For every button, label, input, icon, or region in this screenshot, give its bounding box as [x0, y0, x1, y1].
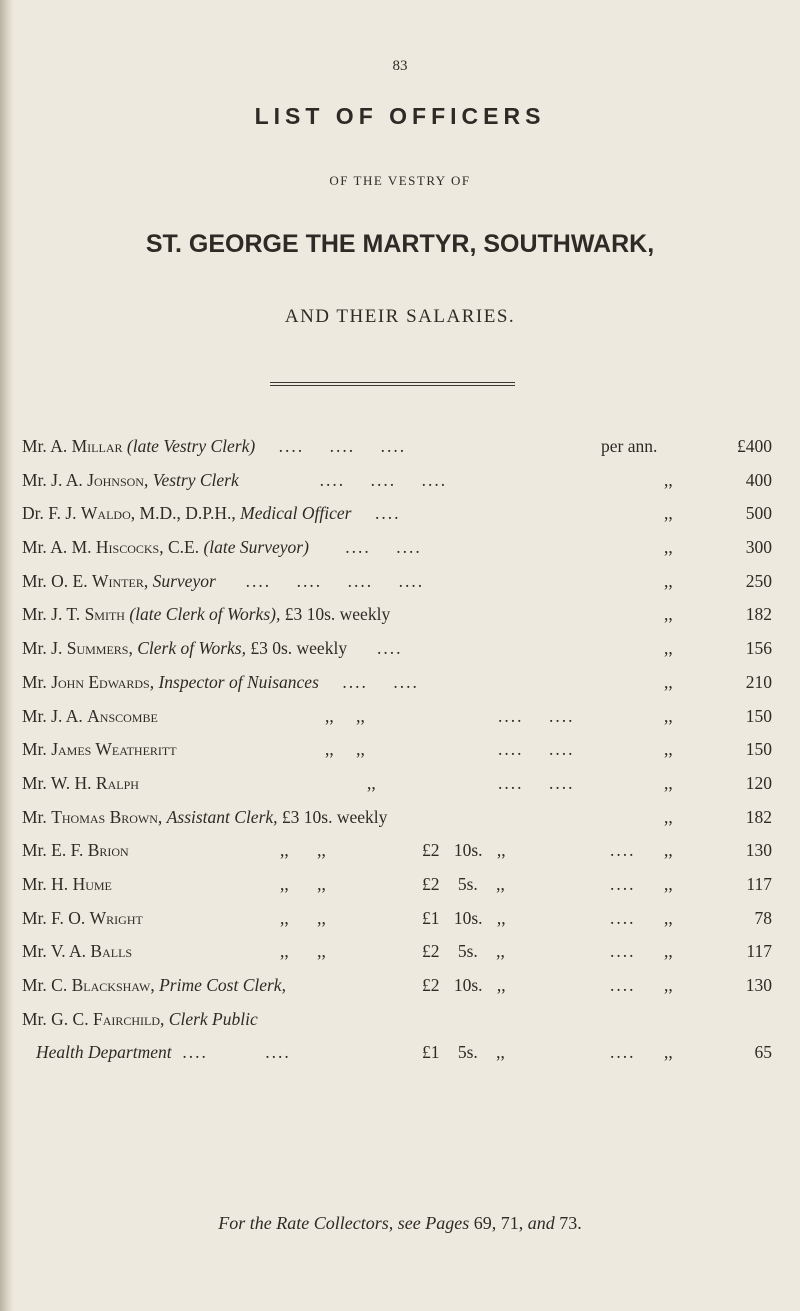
- leader-dots: ....: [610, 941, 636, 962]
- officer-description: [36, 1042, 291, 1063]
- officer-row: [22, 975, 772, 1009]
- role-ditto: ,, ,,: [280, 941, 326, 962]
- officer-role: Clerk Public: [168, 1008, 258, 1029]
- officer-title: Mr.: [22, 671, 47, 692]
- ditto-mark: ,,: [664, 604, 673, 625]
- weekly-rate: £3 0s. weekly: [250, 638, 348, 659]
- officer-title: Mr. A. M.: [22, 537, 92, 558]
- salary-amount: 500: [745, 503, 772, 524]
- officer-description: [22, 1009, 258, 1030]
- officer-name: Waldo,: [80, 503, 136, 524]
- officer-name: Smith: [84, 604, 125, 625]
- officer-row: [22, 1009, 772, 1043]
- officer-role: Clerk of Works,: [137, 638, 246, 659]
- officer-row: [22, 436, 772, 470]
- parish-name: ST. GEORGE THE MARTYR, SOUTHWARK,: [145, 230, 655, 258]
- leader-dots: .... ....: [175, 1042, 291, 1063]
- officer-row: [22, 503, 772, 537]
- officer-description: [22, 975, 286, 996]
- officer-title: Mr. O. E.: [22, 570, 88, 591]
- officer-role: Inspector of Nuisances: [158, 671, 319, 692]
- salary-amount: 120: [745, 772, 772, 793]
- weekly-rate: £3 10s. weekly: [284, 604, 391, 625]
- officer-role: (late Surveyor): [203, 537, 309, 558]
- ditto-mark: ,,: [664, 1042, 673, 1063]
- officer-description: [22, 874, 112, 895]
- salary-amount: 250: [745, 570, 772, 591]
- leader-dots: .... .... ....: [243, 469, 448, 490]
- officer-title: Mr. J. A.: [22, 705, 83, 726]
- leader-dots: ....: [355, 503, 401, 524]
- role-ditto: ,, ,,: [280, 840, 326, 861]
- leader-dots: .... ....: [498, 739, 575, 760]
- weekly-rate: £2 5s. ,,: [422, 873, 505, 894]
- salary-amount: 182: [745, 604, 772, 625]
- officer-row-continuation: [22, 1042, 772, 1076]
- ditto-mark: ,,: [664, 739, 673, 760]
- footer-conjunction: and: [527, 1213, 555, 1233]
- officer-role: (late Vestry Clerk): [126, 436, 256, 456]
- officer-title: Mr. J. A.: [22, 469, 83, 490]
- weekly-rate: £2 10s. ,,: [422, 975, 506, 995]
- ditto-mark: ,,: [664, 840, 673, 861]
- weekly-rate: £2 5s. ,,: [422, 941, 505, 962]
- officer-row: [22, 908, 772, 942]
- salary-amount: 150: [745, 739, 772, 760]
- leader-dots: ....: [610, 873, 636, 894]
- role-ditto: ,, ,,: [325, 705, 365, 726]
- salary-amount: 300: [745, 537, 772, 558]
- officer-title: Mr. J. T.: [22, 604, 81, 625]
- officer-title: Mr. J.: [22, 638, 63, 659]
- officer-qualifications: C.E.: [167, 537, 200, 558]
- leader-dots: ....: [610, 1042, 636, 1063]
- officer-title: Mr. V. A.: [22, 941, 87, 962]
- officer-title: Mr. C.: [22, 975, 68, 995]
- leader-dots: .... ....: [313, 537, 422, 558]
- officer-title: Mr. H.: [22, 873, 69, 894]
- salary-amount: 130: [745, 840, 772, 861]
- officer-description: [22, 807, 387, 828]
- officer-description: [22, 739, 177, 760]
- role-ditto: ,,: [367, 772, 376, 793]
- officer-name: Summers,: [66, 638, 133, 659]
- page-binding-edge: [0, 0, 14, 1311]
- officer-description: [22, 436, 406, 457]
- officer-row: [22, 604, 772, 638]
- footer-note: [0, 1213, 800, 1234]
- salary-amount: 117: [746, 941, 772, 962]
- leader-dots: .... ....: [498, 772, 575, 793]
- salary-amount: 150: [745, 705, 772, 726]
- officer-description: [22, 604, 390, 625]
- salary-amount: 156: [745, 638, 772, 659]
- officer-title: Mr.: [22, 739, 47, 760]
- ditto-mark: ,,: [664, 705, 673, 726]
- ditto-mark: ,,: [664, 537, 673, 558]
- salary-amount: 65: [754, 1042, 772, 1063]
- footer-pages: 69, 71,: [473, 1213, 524, 1233]
- officer-name: Hume: [72, 873, 112, 894]
- officer-row: [22, 840, 772, 874]
- officer-title: Mr. E. F.: [22, 840, 84, 861]
- officer-role: Assistant Clerk,: [166, 806, 278, 827]
- period-label: per ann.: [601, 436, 658, 456]
- leader-dots: ....: [610, 975, 636, 995]
- leader-dots: ....: [351, 638, 403, 659]
- officer-name: Fairchild,: [92, 1008, 165, 1029]
- officer-name: Blackshaw,: [71, 975, 155, 995]
- salary-amount: 182: [745, 806, 772, 827]
- salary-amount: 400: [745, 469, 772, 490]
- leader-dots: .... ....: [498, 705, 575, 726]
- divider-rule: [270, 382, 515, 386]
- ditto-mark: ,,: [664, 975, 673, 995]
- officer-row: [22, 571, 772, 605]
- ditto-mark: ,,: [664, 469, 673, 490]
- weekly-rate: £2 10s. ,,: [422, 840, 506, 861]
- officer-description: [22, 706, 158, 727]
- officer-name: Brion: [87, 840, 129, 861]
- officer-title: Mr. F. O.: [22, 907, 86, 928]
- ditto-mark: ,,: [664, 941, 673, 962]
- salary-amount: £400: [737, 436, 772, 456]
- ditto-mark: ,,: [664, 907, 673, 928]
- officer-role: Health Department: [36, 1042, 172, 1063]
- weekly-rate: £3 10s. weekly: [281, 806, 388, 827]
- role-ditto: ,, ,,: [280, 907, 326, 928]
- officer-name: Anscombe: [87, 705, 158, 726]
- officer-name: Millar: [71, 436, 123, 456]
- officer-name: Ralph: [95, 772, 139, 793]
- officer-description: [22, 773, 139, 794]
- salary-amount: 117: [746, 873, 772, 894]
- officer-description: [22, 941, 132, 962]
- salaries-heading: AND THEIR SALARIES.: [284, 306, 516, 327]
- officer-name: Balls: [90, 941, 133, 962]
- footer-prefix: For the Rate Collectors, see Pages: [218, 1213, 470, 1233]
- officer-qualifications: M.D., D.P.H.,: [139, 503, 236, 524]
- weekly-rate: £1 10s. ,,: [422, 907, 506, 928]
- officer-name: Thomas Brown,: [51, 806, 163, 827]
- officer-title: Mr. W. H.: [22, 772, 92, 793]
- page-number: 83: [392, 58, 408, 74]
- officer-role: Medical Officer: [240, 503, 352, 524]
- officer-row: [22, 807, 772, 841]
- leader-dots: .... .... .... ....: [220, 570, 425, 591]
- officer-name: John Edwards,: [51, 671, 155, 692]
- officer-name: Hiscocks,: [95, 537, 164, 558]
- weekly-rate: £1 5s. ,,: [422, 1042, 505, 1063]
- officer-description: [22, 470, 447, 491]
- officer-description: [22, 638, 402, 659]
- officer-role: Prime Cost Clerk,: [159, 975, 286, 995]
- officer-name: Wright: [89, 907, 143, 928]
- ditto-mark: ,,: [664, 806, 673, 827]
- officer-role: Surveyor: [152, 570, 216, 591]
- role-ditto: ,, ,,: [325, 739, 365, 760]
- ditto-mark: ,,: [664, 873, 673, 894]
- salary-amount: 210: [745, 671, 772, 692]
- officer-description: [22, 571, 424, 592]
- officer-description: [22, 908, 143, 929]
- officer-row: [22, 638, 772, 672]
- officer-row: [22, 739, 772, 773]
- officer-row: [22, 874, 772, 908]
- officer-name: Winter,: [92, 570, 149, 591]
- ditto-mark: ,,: [664, 772, 673, 793]
- leader-dots: ....: [610, 907, 636, 928]
- role-ditto: ,, ,,: [280, 873, 326, 894]
- ditto-mark: ,,: [664, 503, 673, 524]
- page-title: LIST OF OFFICERS: [254, 103, 546, 129]
- leader-dots: ....: [610, 840, 636, 861]
- officer-name: James Weatheritt: [51, 739, 177, 760]
- officer-title: Mr.: [22, 806, 47, 827]
- officer-row: [22, 941, 772, 975]
- officer-description: [22, 503, 400, 524]
- footer-last-page: 73.: [559, 1213, 582, 1233]
- salary-amount: 78: [754, 907, 772, 928]
- officer-row: [22, 537, 772, 571]
- officer-description: [22, 537, 422, 558]
- officer-description: [22, 840, 129, 861]
- ditto-mark: ,,: [664, 570, 673, 591]
- officer-name: Johnson,: [87, 469, 149, 490]
- officer-description: [22, 672, 419, 693]
- officer-title: Dr. F. J.: [22, 503, 77, 524]
- page-subtitle: OF THE VESTRY OF: [329, 173, 471, 188]
- officer-role: (late Clerk of Works),: [129, 604, 281, 625]
- officer-row: [22, 706, 772, 740]
- officer-role: Vestry Clerk: [152, 469, 239, 490]
- salary-amount: 130: [745, 975, 772, 995]
- officer-row: [22, 773, 772, 807]
- officer-title: Mr. A.: [22, 436, 68, 456]
- leader-dots: .... .... ....: [259, 436, 407, 456]
- officer-title: Mr. G. C.: [22, 1008, 89, 1029]
- ditto-mark: ,,: [664, 671, 673, 692]
- ditto-mark: ,,: [664, 638, 673, 659]
- officer-row: [22, 470, 772, 504]
- officer-row: [22, 672, 772, 706]
- officers-list: [22, 436, 772, 1076]
- leader-dots: .... ....: [323, 671, 419, 692]
